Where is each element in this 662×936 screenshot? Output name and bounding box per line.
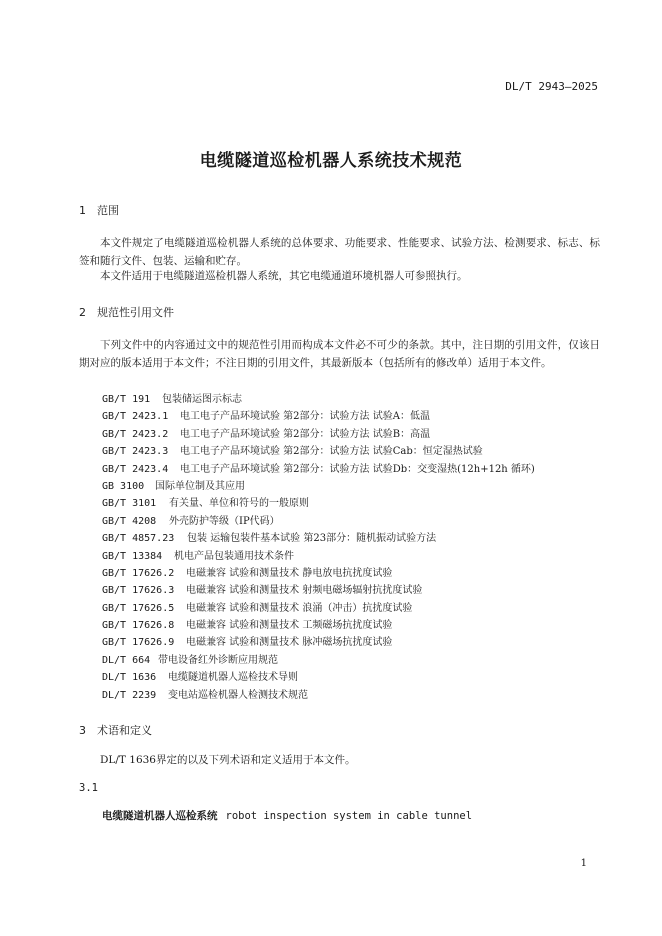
section-title: 范围 xyxy=(97,204,119,217)
terms-intro: DL/T 1636界定的以及下列术语和定义适用于本文件。 xyxy=(100,754,356,766)
reference-item xyxy=(102,669,535,686)
reference-title: 电磁兼容 试验和测量技术 静电放电抗扰度试验 xyxy=(186,567,393,579)
reference-title: 有关量、单位和符号的一般原则 xyxy=(169,498,309,510)
reference-code: GB/T 191 xyxy=(102,394,151,405)
reference-list xyxy=(102,391,535,704)
section-number: 1 xyxy=(79,204,86,217)
section-number: 2 xyxy=(79,306,86,319)
reference-code: DL/T 2239 xyxy=(102,689,157,701)
reference-item xyxy=(102,513,535,530)
normative-refs-intro: 下列文件中的内容通过文中的规范性引用而构成本文件必不可少的条款。其中，注日期的引用文件，仅该日期对应的版本适用于本文件；不注日期的引用文件，其最新版本（包括所有的修改单）适用于本文件。 xyxy=(79,339,600,369)
reference-item xyxy=(102,426,535,443)
reference-title: 机电产品包装通用技术条件 xyxy=(174,550,294,562)
reference-code: GB/T 17626.8 xyxy=(102,620,175,632)
reference-item xyxy=(102,478,535,495)
reference-item xyxy=(102,687,535,704)
reference-item xyxy=(102,495,535,512)
reference-code: GB/T 17626.2 xyxy=(102,567,175,579)
reference-item xyxy=(102,652,535,669)
reference-code: DL/T 1636 xyxy=(102,672,157,684)
section-heading-terms xyxy=(79,722,152,738)
reference-code: GB/T 13384 xyxy=(102,550,163,562)
reference-code: GB/T 2423.2 xyxy=(102,428,169,440)
section-number: 3 xyxy=(79,724,86,737)
term-english: robot inspection system in cable tunnel xyxy=(225,810,473,822)
reference-code: GB/T 2423.4 xyxy=(102,463,169,475)
reference-code: GB/T 17626.9 xyxy=(102,637,175,649)
reference-code: GB/T 4857.23 xyxy=(102,533,175,545)
reference-title: 电磁兼容 试验和测量技术 脉冲磁场抗扰度试验 xyxy=(186,637,393,649)
reference-title: 电工电子产品环境试验 第2部分：试验方法 试验Cab：恒定湿热试验 xyxy=(180,446,483,458)
reference-code: GB/T 4208 xyxy=(102,515,157,527)
reference-title: 电磁兼容 试验和测量技术 工频磁场抗扰度试验 xyxy=(186,620,393,632)
reference-item xyxy=(102,391,535,408)
reference-title: 电工电子产品环境试验 第2部分：试验方法 试验B：高温 xyxy=(180,428,431,440)
reference-title: 包装 运输包装件基本试验 第23部分：随机振动试验方法 xyxy=(187,533,437,545)
standard-code: DL/T 2943—2025 xyxy=(505,80,598,93)
reference-code: GB/T 17626.5 xyxy=(102,602,175,614)
reference-item xyxy=(102,548,535,565)
reference-code: GB/T 3101 xyxy=(102,498,157,510)
reference-code: GB/T 2423.1 xyxy=(102,411,169,423)
reference-item xyxy=(102,600,535,617)
scope-paragraph-1: 本文件规定了电缆隧道巡检机器人系统的总体要求、功能要求、性能要求、试验方法、检测要求、标志、标签和随行文件、包装、运输和贮存。 xyxy=(79,237,600,267)
section-title: 术语和定义 xyxy=(97,724,152,737)
reference-title: 电工电子产品环境试验 第2部分：试验方法 试验Db：交变湿热(12h+12h 循环) xyxy=(180,463,535,475)
reference-code: GB/T 17626.3 xyxy=(102,585,175,597)
term-entry xyxy=(102,808,472,823)
reference-title: 包装储运图示标志 xyxy=(162,394,242,405)
reference-title: 带电设备红外诊断应用规范 xyxy=(158,654,278,666)
reference-item xyxy=(102,461,535,478)
section-heading-normative-refs xyxy=(79,304,174,320)
reference-item xyxy=(102,565,535,582)
reference-code: GB/T 2423.3 xyxy=(102,446,169,458)
reference-title: 国际单位制及其应用 xyxy=(155,480,245,492)
reference-item xyxy=(102,443,535,460)
reference-item xyxy=(102,634,535,651)
page-number: 1 xyxy=(580,858,587,869)
section-title: 规范性引用文件 xyxy=(97,306,174,319)
reference-title: 外壳防护等级（IP代码） xyxy=(169,515,280,527)
reference-title: 电磁兼容 试验和测量技术 射频电磁场辐射抗扰度试验 xyxy=(186,585,423,597)
reference-code: DL/T 664 xyxy=(102,654,151,666)
reference-title: 电缆隧道机器人巡检技术导则 xyxy=(168,672,298,684)
term-entry-number: 3.1 xyxy=(79,782,98,794)
reference-title: 电磁兼容 试验和测量技术 浪涌（冲击）抗扰度试验 xyxy=(186,602,413,614)
document-title: 电缆隧道巡检机器人系统技术规范 xyxy=(199,151,463,171)
term-chinese: 电缆隧道机器人巡检系统 xyxy=(102,810,218,822)
reference-title: 变电站巡检机器人检测技术规范 xyxy=(168,689,308,701)
section-heading-scope xyxy=(79,202,119,218)
reference-code: GB 3100 xyxy=(102,480,145,492)
reference-item xyxy=(102,617,535,634)
reference-item xyxy=(102,582,535,599)
scope-paragraph-2: 本文件适用于电缆隧道巡检机器人系统，其它电缆通道环境机器人可参照执行。 xyxy=(100,270,468,282)
reference-item xyxy=(102,408,535,425)
reference-item xyxy=(102,530,535,547)
reference-title: 电工电子产品环境试验 第2部分：试验方法 试验A：低温 xyxy=(180,411,430,423)
